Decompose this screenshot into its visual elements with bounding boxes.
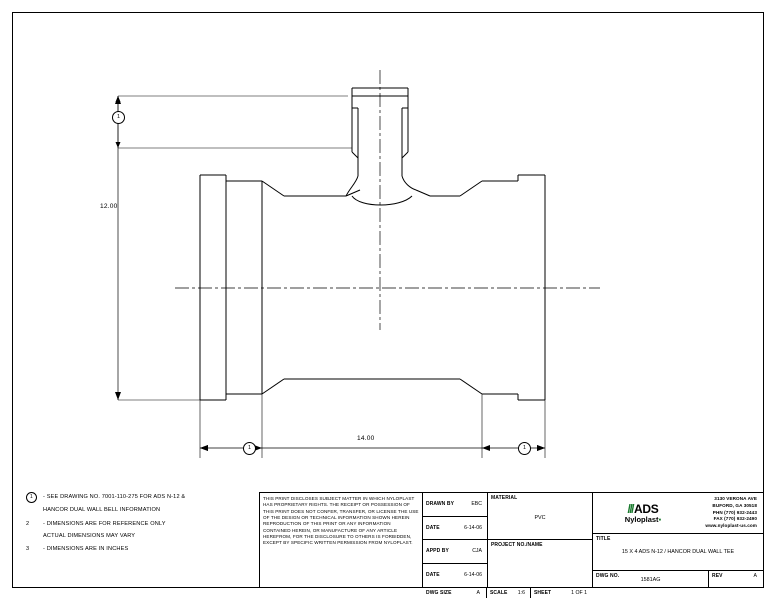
drawn-by-label: DRAWN BY: [426, 501, 455, 508]
note-item: [26, 519, 251, 530]
drawing-title-value: 15 X 4 ADS N-12 / HANCOR DUAL WALL TEE: [621, 549, 735, 555]
balloon-note-1-left-bell: 1: [243, 442, 256, 455]
address-line: PHN (770) 932-2443: [712, 509, 757, 515]
ads-wordmark: ADS: [634, 501, 659, 516]
dwg-size-cell: [423, 588, 487, 598]
date-drawn-value: 6-14-06: [464, 524, 482, 531]
sheet-cell: [531, 588, 592, 598]
notes-block: [26, 492, 251, 557]
legal-notice: THIS PRINT DISCLOSES SUBJECT MATTER IN WHICH NYLOPLAST HAS PROPRIETARY RIGHTS. THE RECEIPT OR POSSESSION OF THIS PRINT DOES NOT CONFER, TRANSFER, OR LICENSE THE USE OF THE DESIGN OR TECHNICAL INFORMATION SHOWN HEREIN REPRODUCTION OF THIS PRINT OR ANY INFORMATION CONTAINED HEREIN, OR MANUFACTURE OF ANY ARTICLE HEREFROM, FOR THE DISCLOSURE TO OTHERS IS FORBIDDEN, EXCEPT BY SPECIFIC WRITTEN PERMISSION FROM NYLOPLAST.: [260, 493, 423, 587]
scale-label: SCALE: [490, 590, 508, 596]
note-item: [26, 544, 251, 555]
note-mark: 2: [26, 520, 30, 527]
rev-value: A: [753, 573, 757, 579]
logo-slashes-icon: ///: [627, 501, 634, 516]
sheet-value: 1 OF 1: [571, 590, 587, 596]
note-mark: 3: [26, 546, 30, 553]
dwg-no-label: DWG NO.: [596, 573, 620, 579]
drawn-by-cell: [423, 493, 487, 517]
ads-logo-text: [628, 503, 659, 515]
scale-cell: [487, 588, 531, 598]
dwg-size-value: A: [476, 590, 480, 596]
note-text-cont: ACTUAL DIMENSIONS MAY VARY: [43, 532, 136, 539]
dwg-size-label: DWG SIZE: [426, 590, 452, 596]
material-cell: [488, 493, 592, 540]
date-drawn-cell: [423, 517, 487, 541]
date-appd-label: DATE: [426, 572, 440, 579]
drawn-by-value: EBC: [471, 501, 482, 508]
logo-dot-icon: ▪: [658, 514, 662, 524]
rev-cell: [709, 571, 763, 587]
company-logo: [593, 503, 687, 524]
date-drawn-label: DATE: [426, 524, 440, 531]
balloon-note-1-height: 1: [112, 111, 125, 124]
balloon-note-1-right-bell: 1: [518, 442, 531, 455]
dimension-length: 14.00: [357, 435, 375, 442]
note-mark: [26, 492, 43, 504]
dimension-height: 12.00: [100, 203, 118, 210]
company-address: [687, 496, 763, 530]
title-block-middle: [423, 493, 593, 596]
title-block: [259, 492, 764, 596]
appd-by-value: CJA: [472, 548, 482, 555]
date-appd-cell: [423, 564, 487, 588]
note-text: - SEE DRAWING NO. 7001-110-275 FOR ADS N-12 &: [43, 494, 186, 500]
address-line: BUFORD, GA 30518: [712, 502, 757, 508]
material-label: MATERIAL: [491, 495, 518, 501]
material-value: PVC: [534, 515, 546, 521]
note-balloon-icon: 1: [26, 492, 37, 503]
note-item: [26, 492, 251, 504]
note-text: - DIMENSIONS ARE IN INCHES: [43, 546, 129, 553]
project-label: PROJECT NO./NAME: [491, 542, 543, 548]
nyloplast-wordmark: Nyloplast▪: [624, 514, 662, 524]
appd-by-cell: [423, 540, 487, 564]
address-line: 3130 VERONA AVE: [714, 495, 757, 501]
dwg-no-cell: [593, 571, 709, 587]
title-label: TITLE: [596, 536, 611, 542]
appd-by-label: APPD BY: [426, 548, 449, 555]
date-appd-value: 6-14-06: [464, 572, 482, 579]
dwg-no-value: 1581AG: [640, 577, 661, 583]
note-text: - DIMENSIONS ARE FOR REFERENCE ONLY: [43, 520, 166, 527]
drawing-title-cell: [593, 534, 763, 571]
title-block-right: [593, 493, 763, 587]
note-text-cont: HANCOR DUAL WALL BELL INFORMATION: [43, 507, 161, 514]
sheet-label: SHEET: [534, 590, 552, 596]
address-line: FAX (770) 932-2490: [713, 516, 757, 522]
scale-value: 1:6: [517, 590, 525, 596]
rev-label: REV: [712, 573, 723, 579]
address-website: www.nyloplast-us.com: [705, 523, 757, 529]
project-cell: [488, 540, 592, 587]
